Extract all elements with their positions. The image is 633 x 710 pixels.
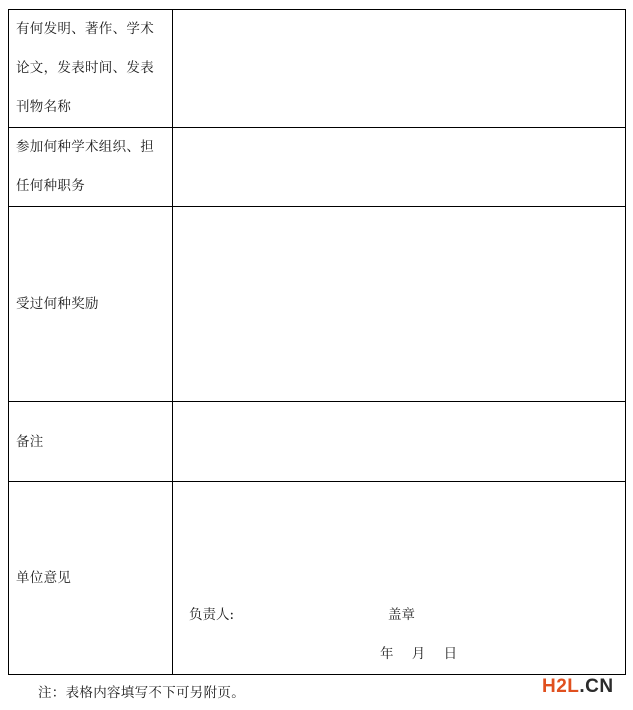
label-cell-publications [9, 10, 173, 128]
form-row-remarks [9, 402, 626, 482]
date-label: 年 月 日 [380, 646, 458, 662]
form-footnote: 注：表格内容填写不下可另附页。 [38, 685, 245, 701]
label-cell-unit-opinion [9, 482, 173, 675]
label-awards: 受过何种奖励 [16, 296, 99, 312]
label-remarks: 备注 [16, 433, 44, 450]
label-publications: 有何发明、著作、学术论文，发表时间、发表刊物名称 [16, 21, 154, 115]
value-field-remarks[interactable] [173, 402, 626, 482]
watermark-brand-text: H2L [542, 676, 580, 697]
label-cell-awards [9, 207, 173, 402]
value-field-awards[interactable] [173, 207, 626, 402]
label-unit-opinion: 单位意见 [16, 570, 72, 586]
form-row-organizations [9, 128, 626, 207]
label-cell-organizations [9, 128, 173, 207]
stamp-label: 盖章 [388, 607, 415, 623]
form-row-publications [9, 10, 626, 128]
value-field-organizations[interactable] [173, 128, 626, 207]
form-row-unit-opinion [9, 482, 626, 675]
label-organizations: 参加何种学术组织、担任何种职务 [16, 139, 154, 194]
watermark-domain-text: .CN [579, 676, 614, 697]
value-field-unit-opinion[interactable] [173, 482, 626, 675]
responsible-person-label: 负责人: [189, 607, 235, 623]
value-field-publications[interactable] [173, 10, 626, 128]
label-cell-remarks [9, 402, 173, 482]
site-watermark-logo [542, 676, 614, 698]
form-row-awards [9, 207, 626, 402]
application-form-table [8, 9, 626, 675]
